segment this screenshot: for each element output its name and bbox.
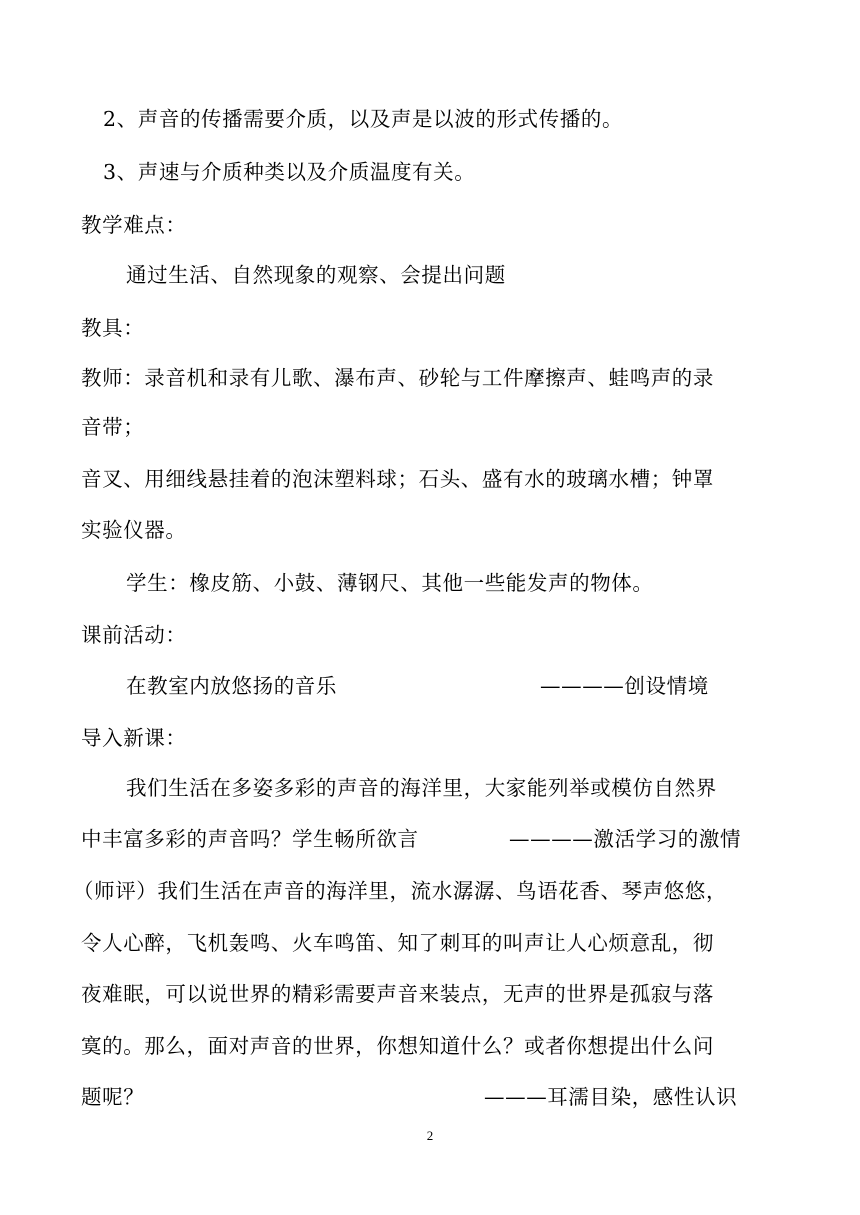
teacher-comment-line-2: 令人心醉，飞机轰鸣、火车鸣笛、知了刺耳的叫声让人心烦意乱，彻 bbox=[81, 931, 714, 955]
heading-introduction: 导入新课： bbox=[81, 726, 187, 750]
teacher-aids-line-1: 教师：录音机和录有儿歌、瀑布声、砂轮与工件摩擦声、蛙鸣声的录 bbox=[81, 366, 714, 390]
heading-difficulties: 教学难点： bbox=[81, 213, 187, 237]
teacher-comment-line-3: 夜难眠，可以说世界的精彩需要声音来装点，无声的世界是孤寂与落 bbox=[81, 982, 714, 1006]
objective-item-3: 3、声速与介质种类以及介质温度有关。 bbox=[103, 160, 476, 184]
heading-teaching-aids: 教具： bbox=[81, 316, 145, 340]
difficulties-text: 通过生活、自然现象的观察、会提出问题 bbox=[126, 263, 506, 287]
heading-pre-class: 课前活动： bbox=[81, 623, 187, 647]
objective-item-2: 2、声音的传播需要介质，以及声是以波的形式传播的。 bbox=[103, 107, 624, 131]
intro-note: ————激活学习的激情 bbox=[509, 827, 742, 851]
intro-paragraph-line-1: 我们生活在多姿多彩的声音的海洋里，大家能列举或模仿自然界 bbox=[126, 776, 717, 800]
teacher-comment-line-5: 题呢？ bbox=[81, 1085, 145, 1109]
pre-class-activity: 在教室内放悠扬的音乐 bbox=[126, 674, 337, 698]
apparatus-line-2: 实验仪器。 bbox=[81, 518, 187, 542]
teacher-comment-line-1: （师评）我们生活在声音的海洋里，流水潺潺、鸟语花香、琴声悠悠， bbox=[73, 879, 728, 903]
teacher-comment-line-4: 寞的。那么，面对声音的世界，你想知道什么？或者你想提出什么问 bbox=[81, 1034, 714, 1058]
apparatus-line-1: 音叉、用细线悬挂着的泡沫塑料球；石头、盛有水的玻璃水槽；钟罩 bbox=[81, 467, 714, 491]
pre-class-note: ————创设情境 bbox=[540, 674, 709, 698]
teacher-aids-line-2: 音带； bbox=[81, 415, 145, 439]
student-aids: 学生：橡皮筋、小鼓、薄钢尺、其他一些能发声的物体。 bbox=[126, 571, 654, 595]
page-number: 2 bbox=[426, 1128, 434, 1143]
closing-note: ———耳濡目染，感性认识 bbox=[484, 1085, 738, 1109]
intro-paragraph-line-2: 中丰富多彩的声音吗？学生畅所欲言 bbox=[81, 827, 419, 851]
